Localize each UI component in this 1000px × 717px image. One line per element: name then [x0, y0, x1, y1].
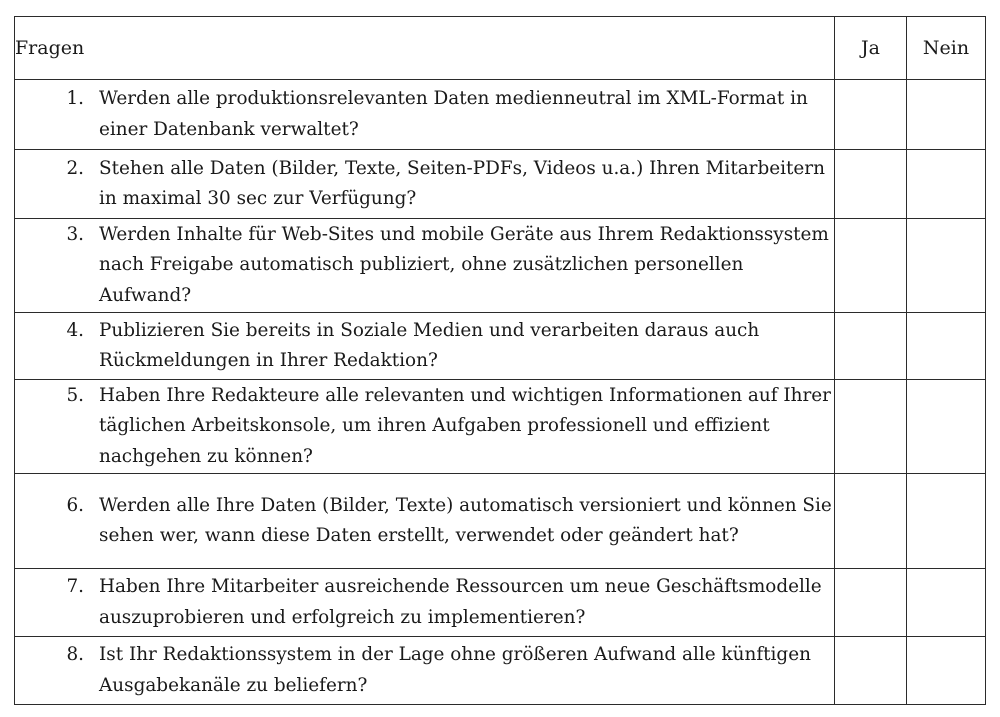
yes-answer-cell[interactable] [835, 80, 907, 150]
question-number: 7. [66, 576, 84, 597]
yes-answer-cell[interactable] [835, 150, 907, 219]
question-row [15, 150, 986, 219]
question-number: 6. [66, 494, 84, 516]
questions-column-header: Fragen [15, 17, 835, 80]
question-text: Ist Ihr Redaktionssystem in der Lage ohne größeren Aufwand alle künftigen Ausgabekanäle zu beliefern? [99, 644, 811, 696]
question-cell [15, 474, 835, 569]
question-cell [15, 637, 835, 705]
question-text: Werden alle produktionsrelevanten Daten medienneutral im XML-Format in einer Datenbank verwaltet? [99, 88, 808, 140]
no-answer-cell[interactable] [907, 150, 986, 219]
question-number: 8. [66, 644, 84, 665]
question-text: Stehen alle Daten (Bilder, Texte, Seiten-PDFs, Videos u.a.) Ihren Mitarbeitern in maximal 30 sec zur Verfügung? [99, 157, 825, 209]
question-cell [15, 569, 835, 637]
question-text: Werden Inhalte für Web-Sites und mobile Geräte aus Ihrem Redaktionssystem nach Freigabe automatisch publiziert, ohne zusätzlichen personellen Aufwand? [99, 223, 829, 306]
question-cell [15, 380, 835, 474]
no-answer-cell[interactable] [907, 474, 986, 569]
question-row [15, 569, 986, 637]
question-text: Haben Ihre Redakteure alle relevanten und wichtigen Informationen auf Ihrer täglichen Arbeitskonsole, um ihren Aufgaben professionell und effizient nachgehen zu können? [99, 384, 831, 467]
question-row [15, 313, 986, 380]
no-answer-cell[interactable] [907, 219, 986, 313]
yes-answer-cell[interactable] [835, 313, 907, 380]
question-text: Publizieren Sie bereits in Soziale Medien und verarbeiten daraus auch Rückmeldungen in Ihrer Redaktion? [99, 319, 760, 371]
no-answer-cell[interactable] [907, 380, 986, 474]
yes-answer-cell[interactable] [835, 219, 907, 313]
question-cell [15, 150, 835, 219]
yes-answer-cell[interactable] [835, 637, 907, 705]
question-number: 5. [66, 384, 84, 406]
yes-column-header: Ja [835, 17, 907, 80]
question-number: 4. [66, 319, 84, 341]
no-answer-cell[interactable] [907, 80, 986, 150]
question-number: 3. [66, 223, 84, 245]
no-answer-cell[interactable] [907, 569, 986, 637]
question-row [15, 380, 986, 474]
no-answer-cell[interactable] [907, 637, 986, 705]
no-answer-cell[interactable] [907, 313, 986, 380]
question-cell [15, 80, 835, 150]
question-row [15, 80, 986, 150]
question-number: 1. [66, 88, 84, 109]
question-row [15, 219, 986, 313]
question-cell [15, 219, 835, 313]
no-column-header: Nein [907, 17, 986, 80]
yes-answer-cell[interactable] [835, 380, 907, 474]
yes-answer-cell[interactable] [835, 569, 907, 637]
question-cell [15, 313, 835, 380]
yes-answer-cell[interactable] [835, 474, 907, 569]
question-text: Haben Ihre Mitarbeiter ausreichende Ressourcen um neue Geschäftsmodelle auszuprobieren und erfolgreich zu implementieren? [99, 576, 822, 628]
checklist-table [14, 16, 986, 705]
question-row [15, 637, 986, 705]
question-row [15, 474, 986, 569]
question-number: 2. [66, 157, 84, 179]
question-text: Werden alle Ihre Daten (Bilder, Texte) automatisch versioniert und können Sie sehen wer, wann diese Daten erstellt, verwendet oder geändert hat? [99, 494, 832, 546]
header-row [15, 17, 986, 80]
